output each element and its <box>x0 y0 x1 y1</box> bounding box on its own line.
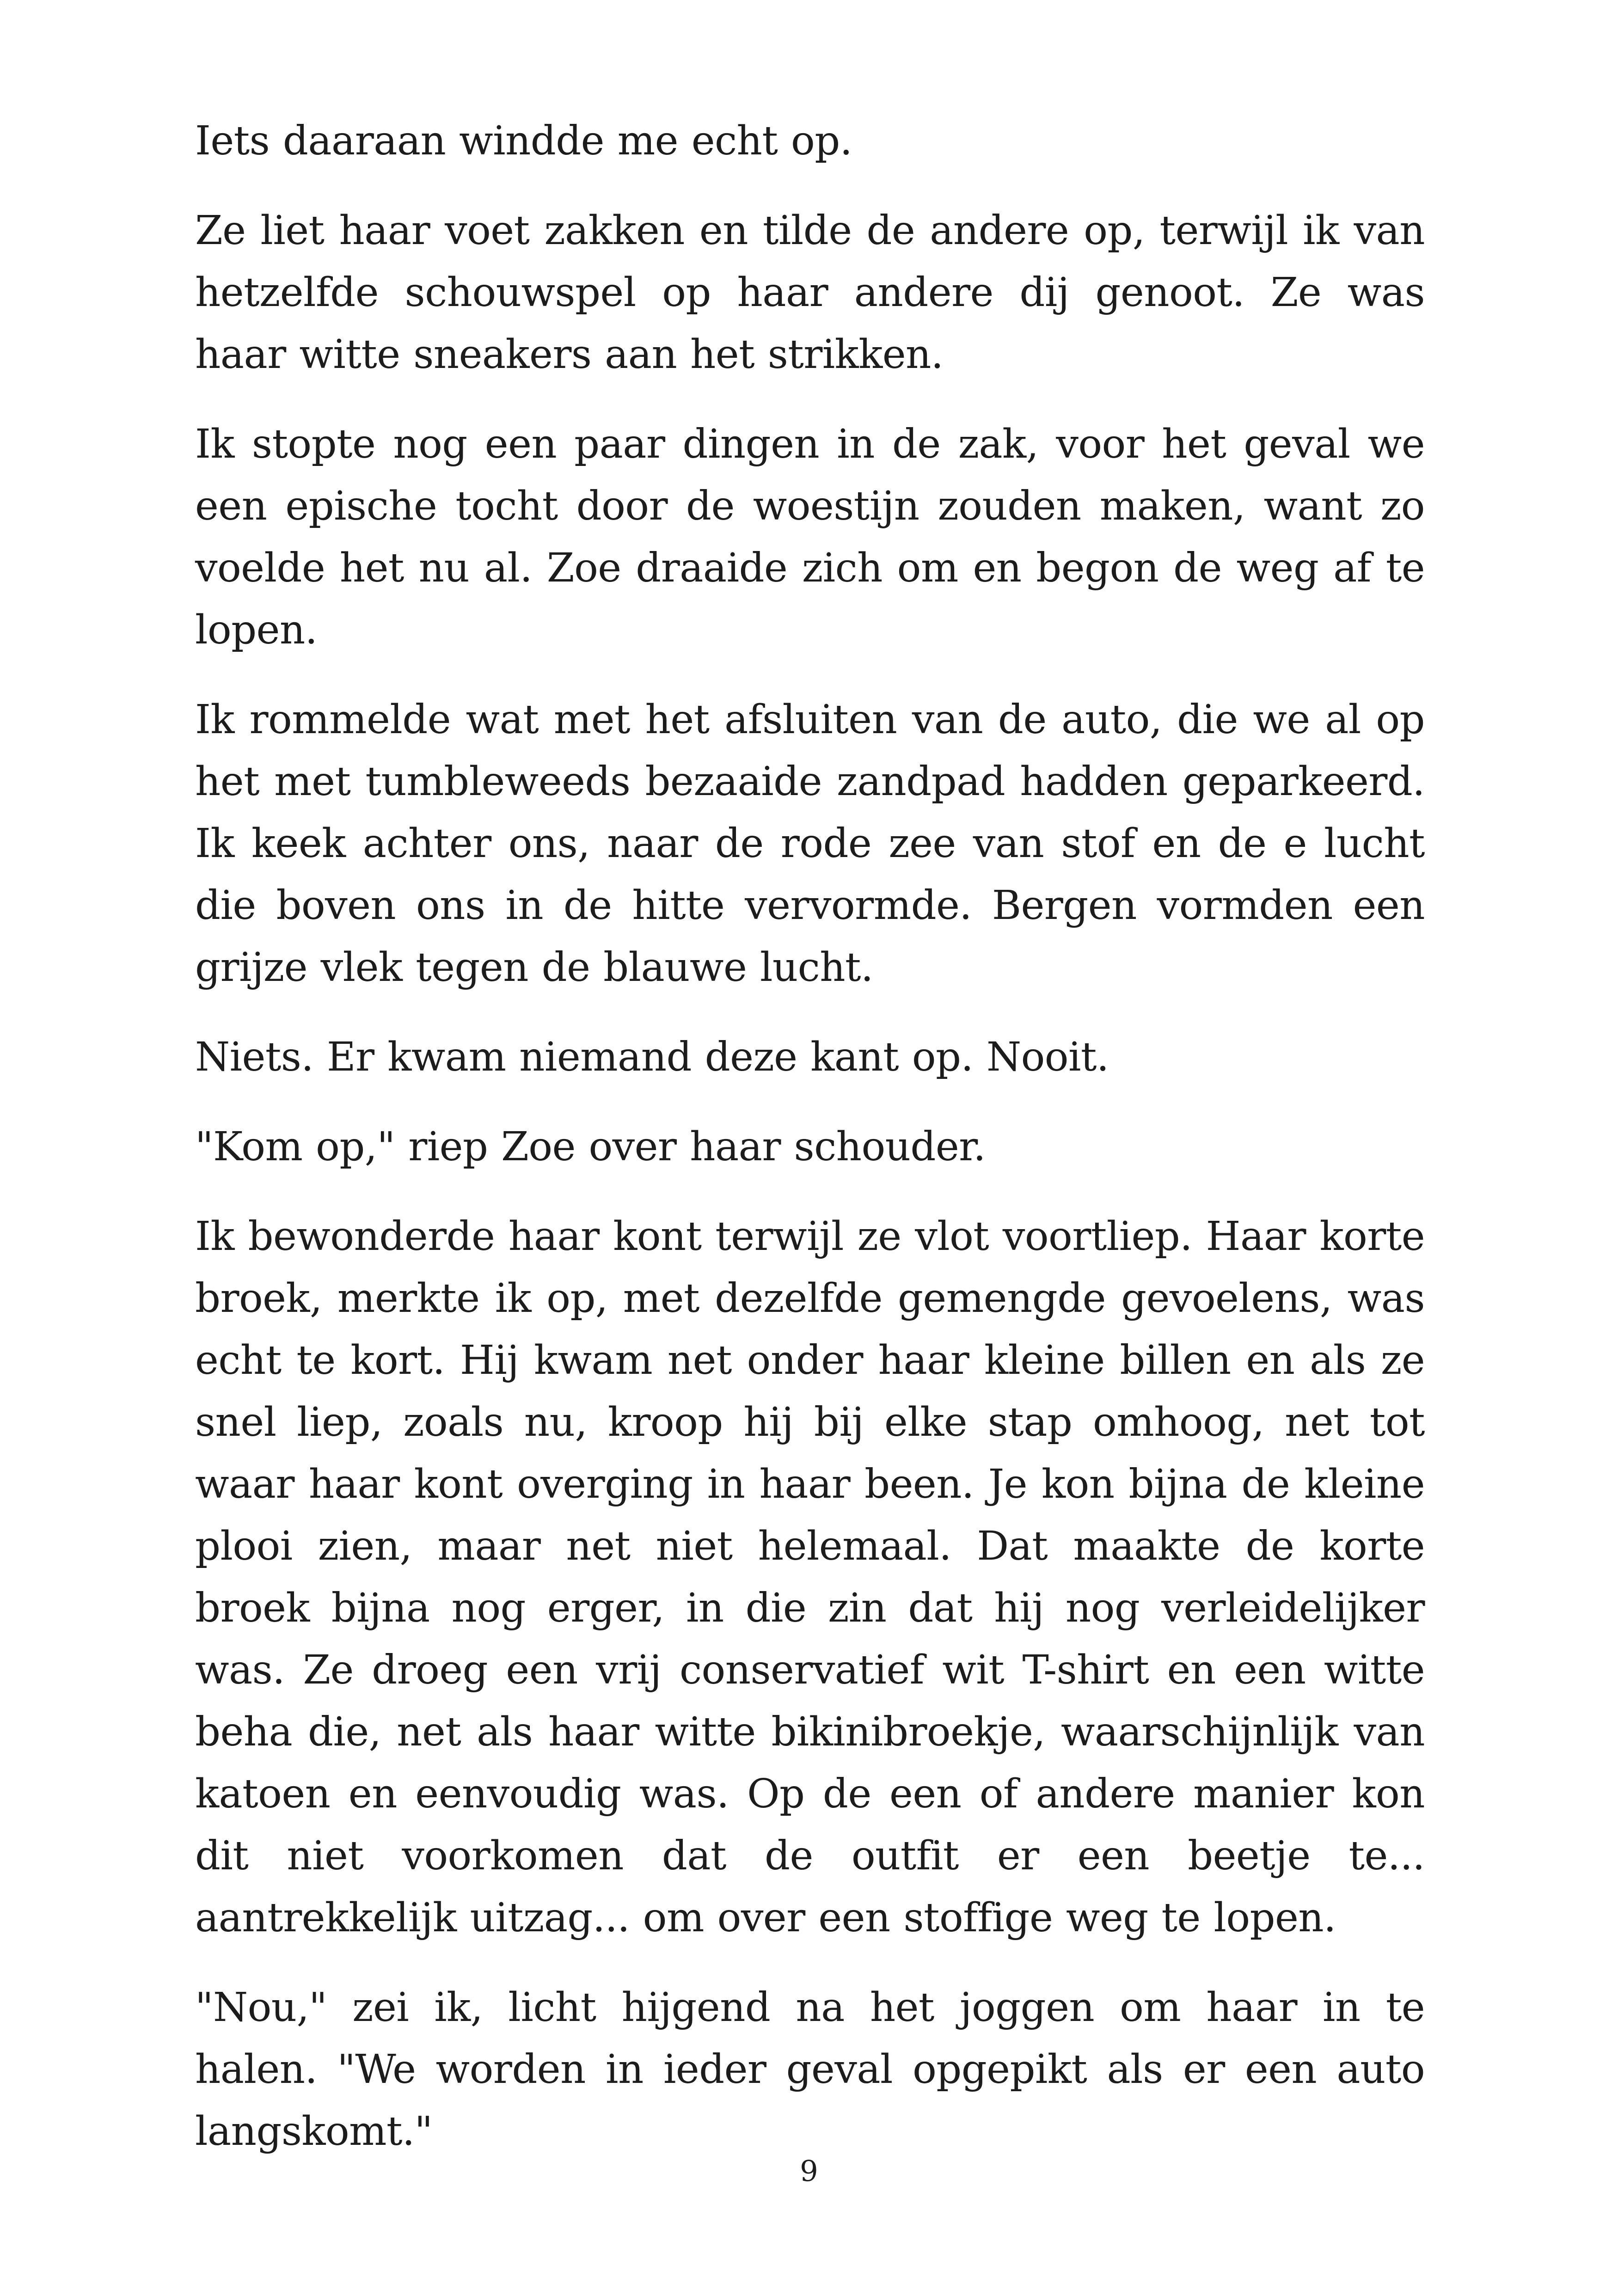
paragraph-5: Niets. Er kwam niemand deze kant op. Nooit. <box>195 1034 1109 1080</box>
paragraph-7: Ik bewonderde haar kont terwijl ze vlot voortliep. Haar korte broek, merkte ik op, met dezelfde gemengde gevoelens, was echt te kort. Hij kwam net onder haar kleine billen en als ze snel liep, zoals nu, kroop hij bij elke stap omhoog, net tot waar haar kont overging in haar been. Je kon bijna de kleine plooi zien, maar net niet helemaal. Dat maakte de korte broek bijna nog erger, in die zin dat hij nog verleidelijker was. Ze droeg een vrij conservatief wit T-shirt en een witte beha die, net als haar witte bikinibroekje, waarschijnlijk van katoen en eenvoudig was. Op de een of andere manier kon dit niet voorkomen dat de outfit er een beetje te... aantrekkelijk uitzag... om over een stoffige weg te lopen. <box>195 1213 1425 1941</box>
paragraph-8: "Nou," zei ik, licht hijgend na het joggen om haar in te halen. "We worden in ieder geval opgepikt als er een auto langskomt." <box>195 1984 1425 2155</box>
paragraph-3: Ik stopte nog een paar dingen in de zak, voor het geval we een epische tocht door de woestijn zouden maken, want zo voelde het nu al. Zoe draaide zich om en begon de weg af te lopen. <box>195 421 1425 653</box>
page-number: 9 <box>800 2154 818 2188</box>
body-text <box>195 110 1425 2190</box>
paragraph-4: Ik rommelde wat met het afsluiten van de auto, die we al op het met tumbleweeds bezaaide zandpad hadden geparkeerd. Ik keek achter ons, naar de rode zee van stof en de e lucht die boven ons in de hitte vervormde. Bergen vormden een grijze vlek tegen de blauwe lucht. <box>195 697 1425 991</box>
paragraph-1: Iets daaraan windde me echt op. <box>195 118 852 164</box>
paragraph-6: "Kom op," riep Zoe over haar schouder. <box>195 1124 986 1170</box>
paragraph-2: Ze liet haar voet zakken en tilde de andere op, terwijl ik van hetzelfde schouwspel op haar andere dij genoot. Ze was haar witte sneakers aan het strikken. <box>195 208 1425 378</box>
